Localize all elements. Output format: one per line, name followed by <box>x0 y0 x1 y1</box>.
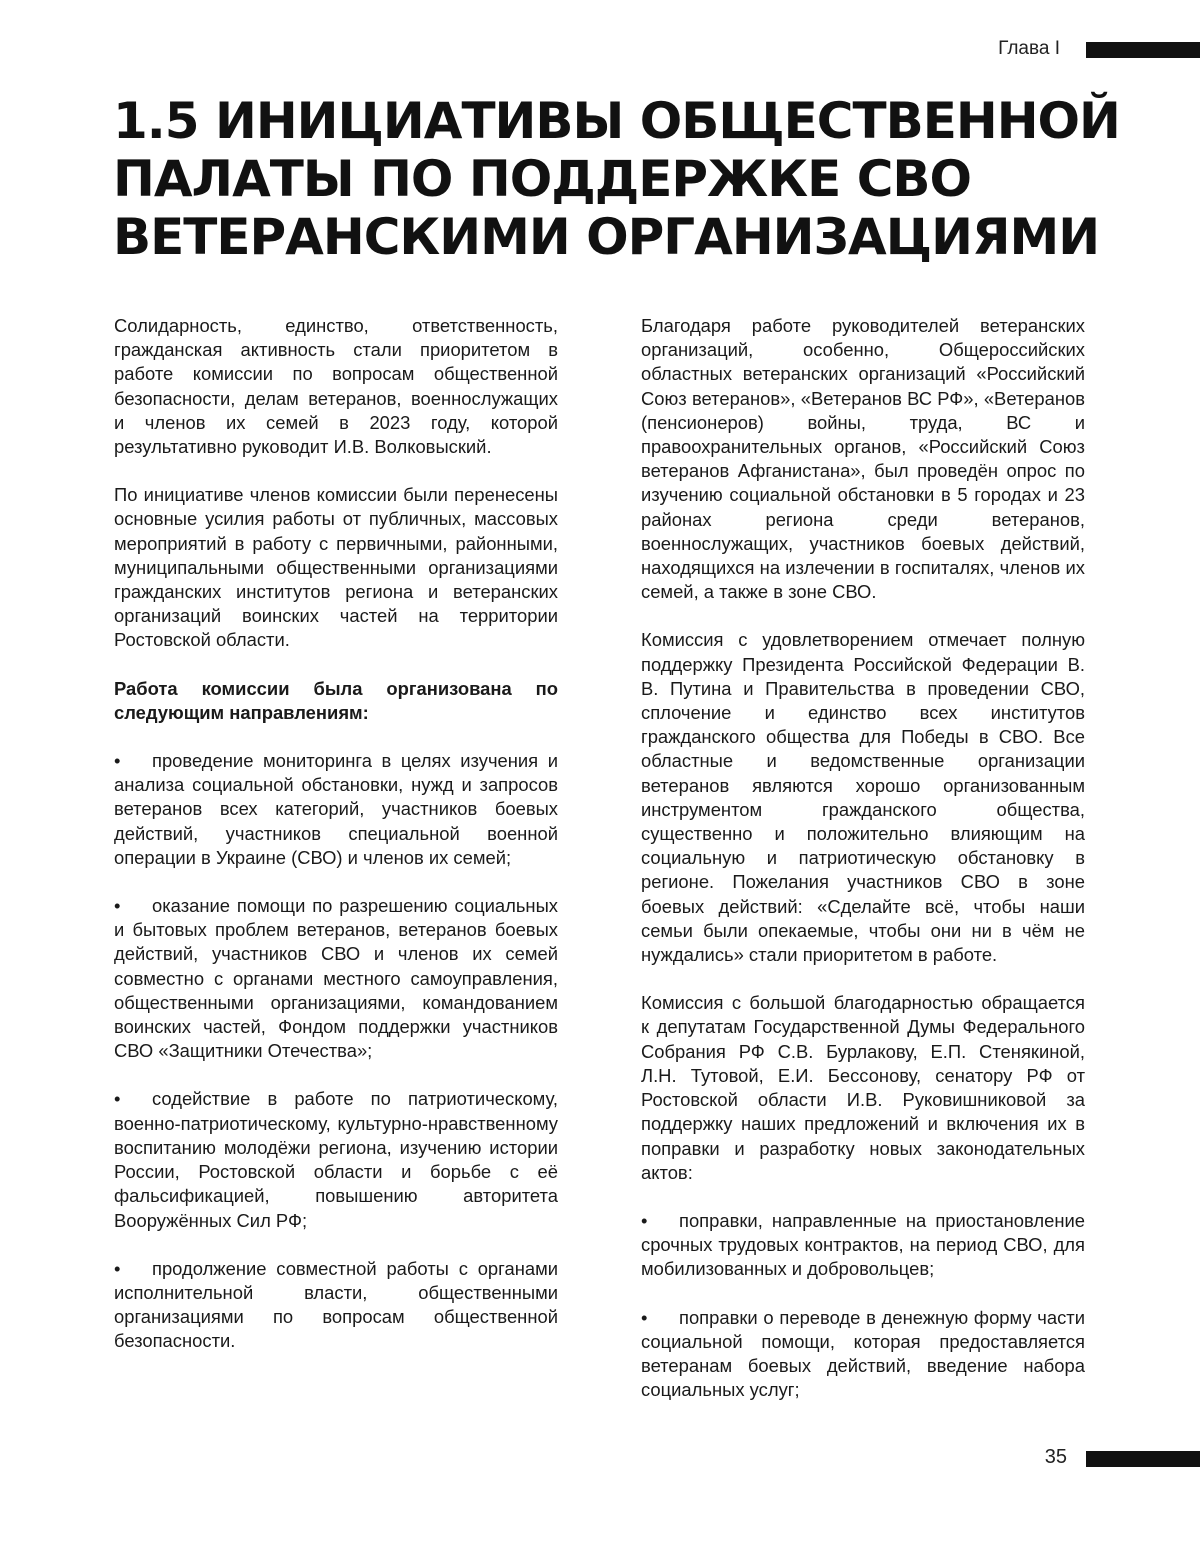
bullet-item <box>114 894 558 1063</box>
left-column <box>114 314 558 1378</box>
bullet-text: продолжение совместной работы с органами исполнительной власти, общественными организациями по вопросам общественной безопасности. <box>114 1257 558 1352</box>
paragraph: Комиссия с большой благодарностью обращается к депутатам Государственной Думы Федерального Собрания РФ С.В. Бурлакову, Е.П. Стенякиной, Л.Н. Тутовой, Е.И. Бессонову, сенатору РФ от Ростовской области И.В. Руковишниковой за поддержку наших предложений и включения их в поправки и разработку новых законодательных актов: <box>641 992 1085 1183</box>
bullet-text: поправки о переводе в денежную форму части социальной помощи, которая предоставляется ветеранам боевых действий, введение набора социальных услуг; <box>641 1306 1085 1401</box>
bullet-item <box>641 1306 1085 1403</box>
bullet-symbol: • <box>114 750 121 772</box>
bullet-item <box>114 1087 558 1232</box>
bullet-item <box>641 1209 1085 1282</box>
title-line: 1.5 ИНИЦИАТИВЫ ОБЩЕСТВЕННОЙ <box>113 92 1120 150</box>
paragraph: Комиссия с удовлетворением отмечает полную поддержку Президента Российской Федерации В. В. Путина и Правительства в проведении СВО, сплочение и единство всех институтов гражданского общества для Победы в СВО. Все областные и ведомственные организации ветеранов являются хорошо организованным инструментом гражданского общества, существенно и положительно влияющим на социальную и патриотическую обстановку в регионе. Пожелания участников СВО в зоне боевых действий: «Сделайте всё, чтобы наши семьи были опекаемые, чтобы они ни в чём не нуждались» стали приоритетом в работе. <box>641 629 1085 966</box>
bullet-item <box>114 749 558 870</box>
paragraph: Солидарность, единство, ответственность, гражданская активность стали приоритетом в работе комиссии по вопросам общественной безопасности, делам ветеранов, военнослужащих и членов их семей в 2023 году, которой результативно руководит И.В. Волковыский. <box>114 315 558 458</box>
right-column <box>641 314 1085 1426</box>
bullet-symbol: • <box>114 895 121 917</box>
bullet-text: проведение мониторинга в целях изучения и анализа социальной обстановки, нужд и запросов ветеранов всех категорий, участников боевых действий, участников специальной военной операции в Украине (СВО) и членов их семей; <box>114 750 558 868</box>
bullet-symbol: • <box>641 1306 648 1328</box>
title-line: ВЕТЕРАНСКИМИ ОРГАНИЗАЦИЯМИ <box>113 208 1100 266</box>
chapter-title <box>113 92 1120 266</box>
bullet-text: поправки, направленные на приостановление срочных трудовых контрактов, на период СВО, для мобилизованных и добровольцев; <box>641 1209 1085 1280</box>
bullet-text: содействие в работе по патриотическому, военно-патриотическому, культурно-нравственному воспитанию молодёжи региона, изучению истории России, Ростовской области и борьбе с её фальсификацией, повышению авторитета Вооружённых Сил РФ; <box>114 1088 558 1231</box>
paragraph: По инициативе членов комиссии были перенесены основные усилия работы от публичных, массовых мероприятий в работу с первичными, районными, муниципальными общественными организациями гражданских институтов региона и ветеранских организаций воинских частей на территории Ростовской области. <box>114 484 558 651</box>
paragraph: Благодаря работе руководителей ветеранских организаций, особенно, Общероссийских областных ветеранских организаций «Российский Союз ветеранов», «Ветеранов ВС РФ», «Ветеранов (пенсионеров) войны, труда, ВС и правоохранительных органов, «Российский Союз ветеранов Афганистана», был проведён опрос по изучению социальной обстановки в 5 городах и 23 районах региона среди ветеранов, военнослужащих, участников боевых действий, находящихся на излечении в госпиталях, членов их семей, а также в зоне СВО. <box>641 315 1085 603</box>
title-line: ПАЛАТЫ ПО ПОДДЕРЖКЕ СВО <box>113 150 972 208</box>
bullet-symbol: • <box>114 1088 121 1110</box>
footer-accent-bar <box>1086 1451 1200 1467</box>
bullet-text: оказание помощи по разрешению социальных и бытовых проблем ветеранов, ветеранов боевых действий, участников СВО и членов их семей совместно с органами местного самоуправления, общественными организациями, командованием воинских частей, Фондом поддержки участников СВО «Защитники Отечества»; <box>114 895 558 1062</box>
header-accent-bar <box>1086 42 1200 58</box>
section-heading: Работа комиссии была организована по следующим направлениям: <box>114 677 558 723</box>
bullet-item <box>114 1257 558 1354</box>
bullet-symbol: • <box>114 1257 121 1279</box>
bullet-symbol: • <box>641 1209 648 1231</box>
chapter-label: Глава I <box>998 38 1060 59</box>
page-number: 35 <box>1044 1446 1067 1468</box>
